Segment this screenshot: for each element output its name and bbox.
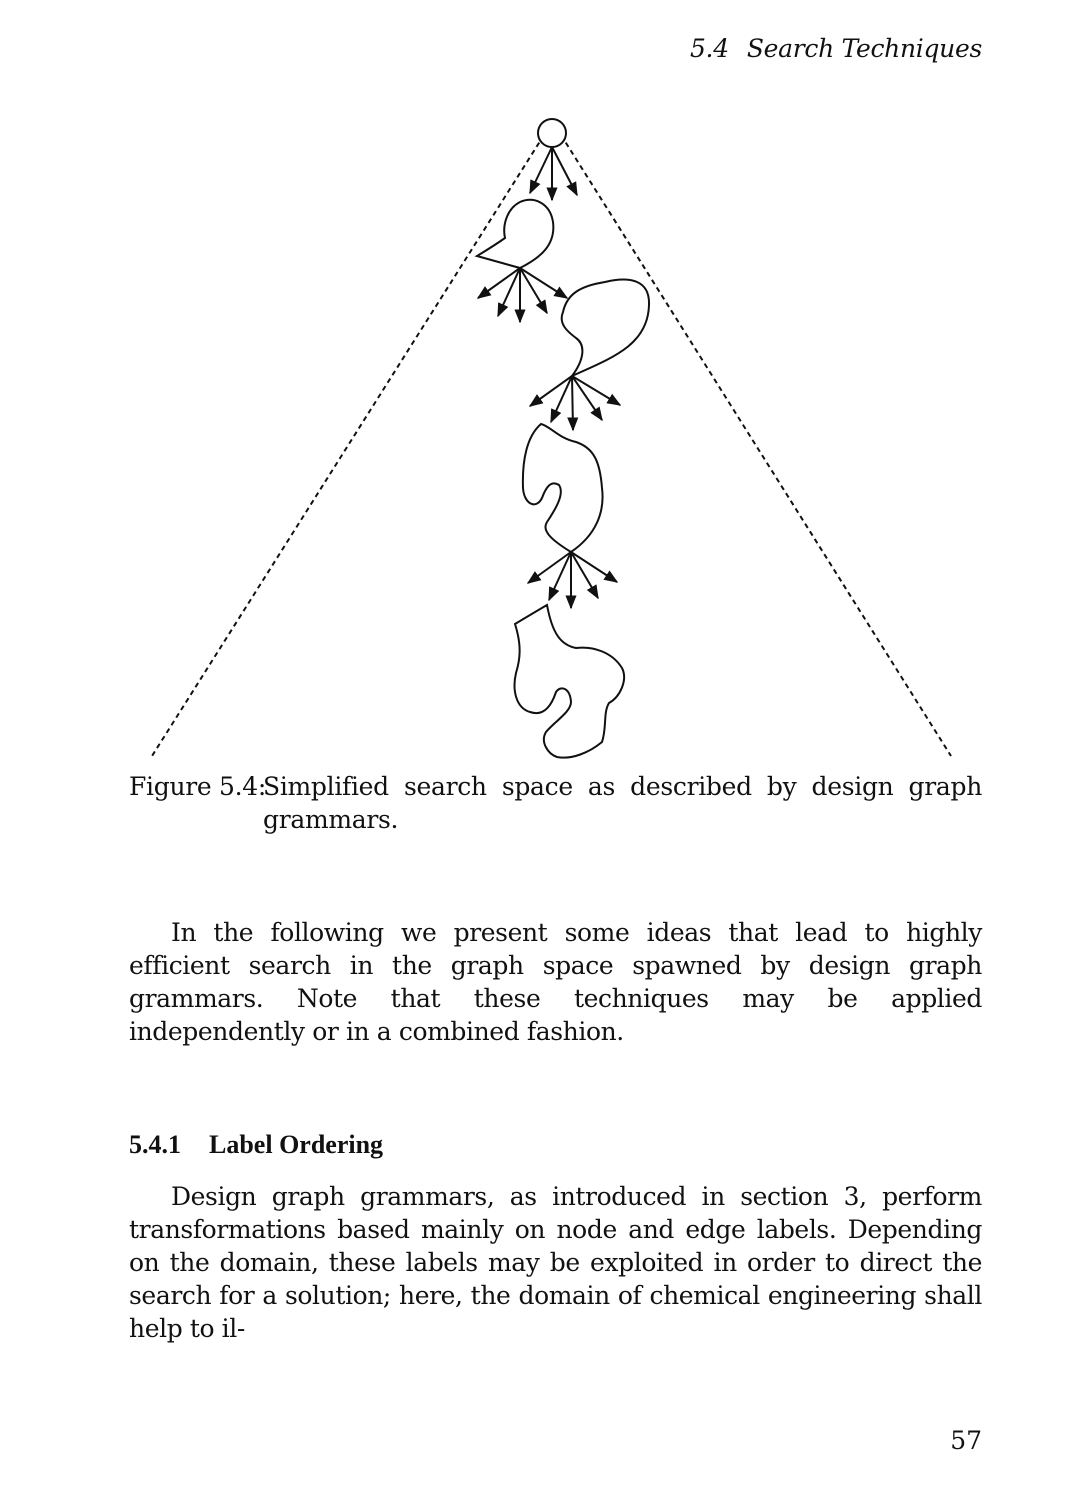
graph-state-blob-3 <box>523 424 603 552</box>
figure-caption-label: Figure 5.4: <box>129 772 267 801</box>
page-number: 57 <box>950 1426 982 1455</box>
figure-caption-text: Simplified search space as described by design graph grammars. <box>263 772 982 834</box>
blob-2-arrows <box>530 376 620 430</box>
graph-state-blob-2 <box>562 280 649 376</box>
graph-state-blob-4 <box>515 605 625 758</box>
subsection-heading <box>129 1130 383 1160</box>
subsection-title: Label Ordering <box>209 1130 384 1159</box>
blob-1-arrows <box>478 268 567 322</box>
figure-caption <box>129 770 982 836</box>
body-paragraph-1: In the following we present some ideas that lead to highly efficient search in the graph space spawned by design graph grammars. Note that these techniques may be applied independently or in a combined fashion. <box>129 918 982 1046</box>
subsection-number: 5.4.1 <box>129 1130 181 1159</box>
body-paragraph-2: Design graph grammars, as introduced in section 3, perform transformations based mainly on node and edge labels. Depending on the domain, these labels may be exploited in order to direct the search for a solution; here, the domain of chemical engineering shall help to il- <box>129 1182 982 1343</box>
graph-state-blob-1 <box>477 200 553 268</box>
root-arrows <box>530 147 577 200</box>
root-node <box>538 119 566 147</box>
search-cone-left-edge <box>152 135 544 756</box>
running-head-section-title: Search Techniques <box>746 34 982 63</box>
blob-3-arrows <box>528 552 617 608</box>
running-head-section-number: 5.4 <box>689 34 729 63</box>
